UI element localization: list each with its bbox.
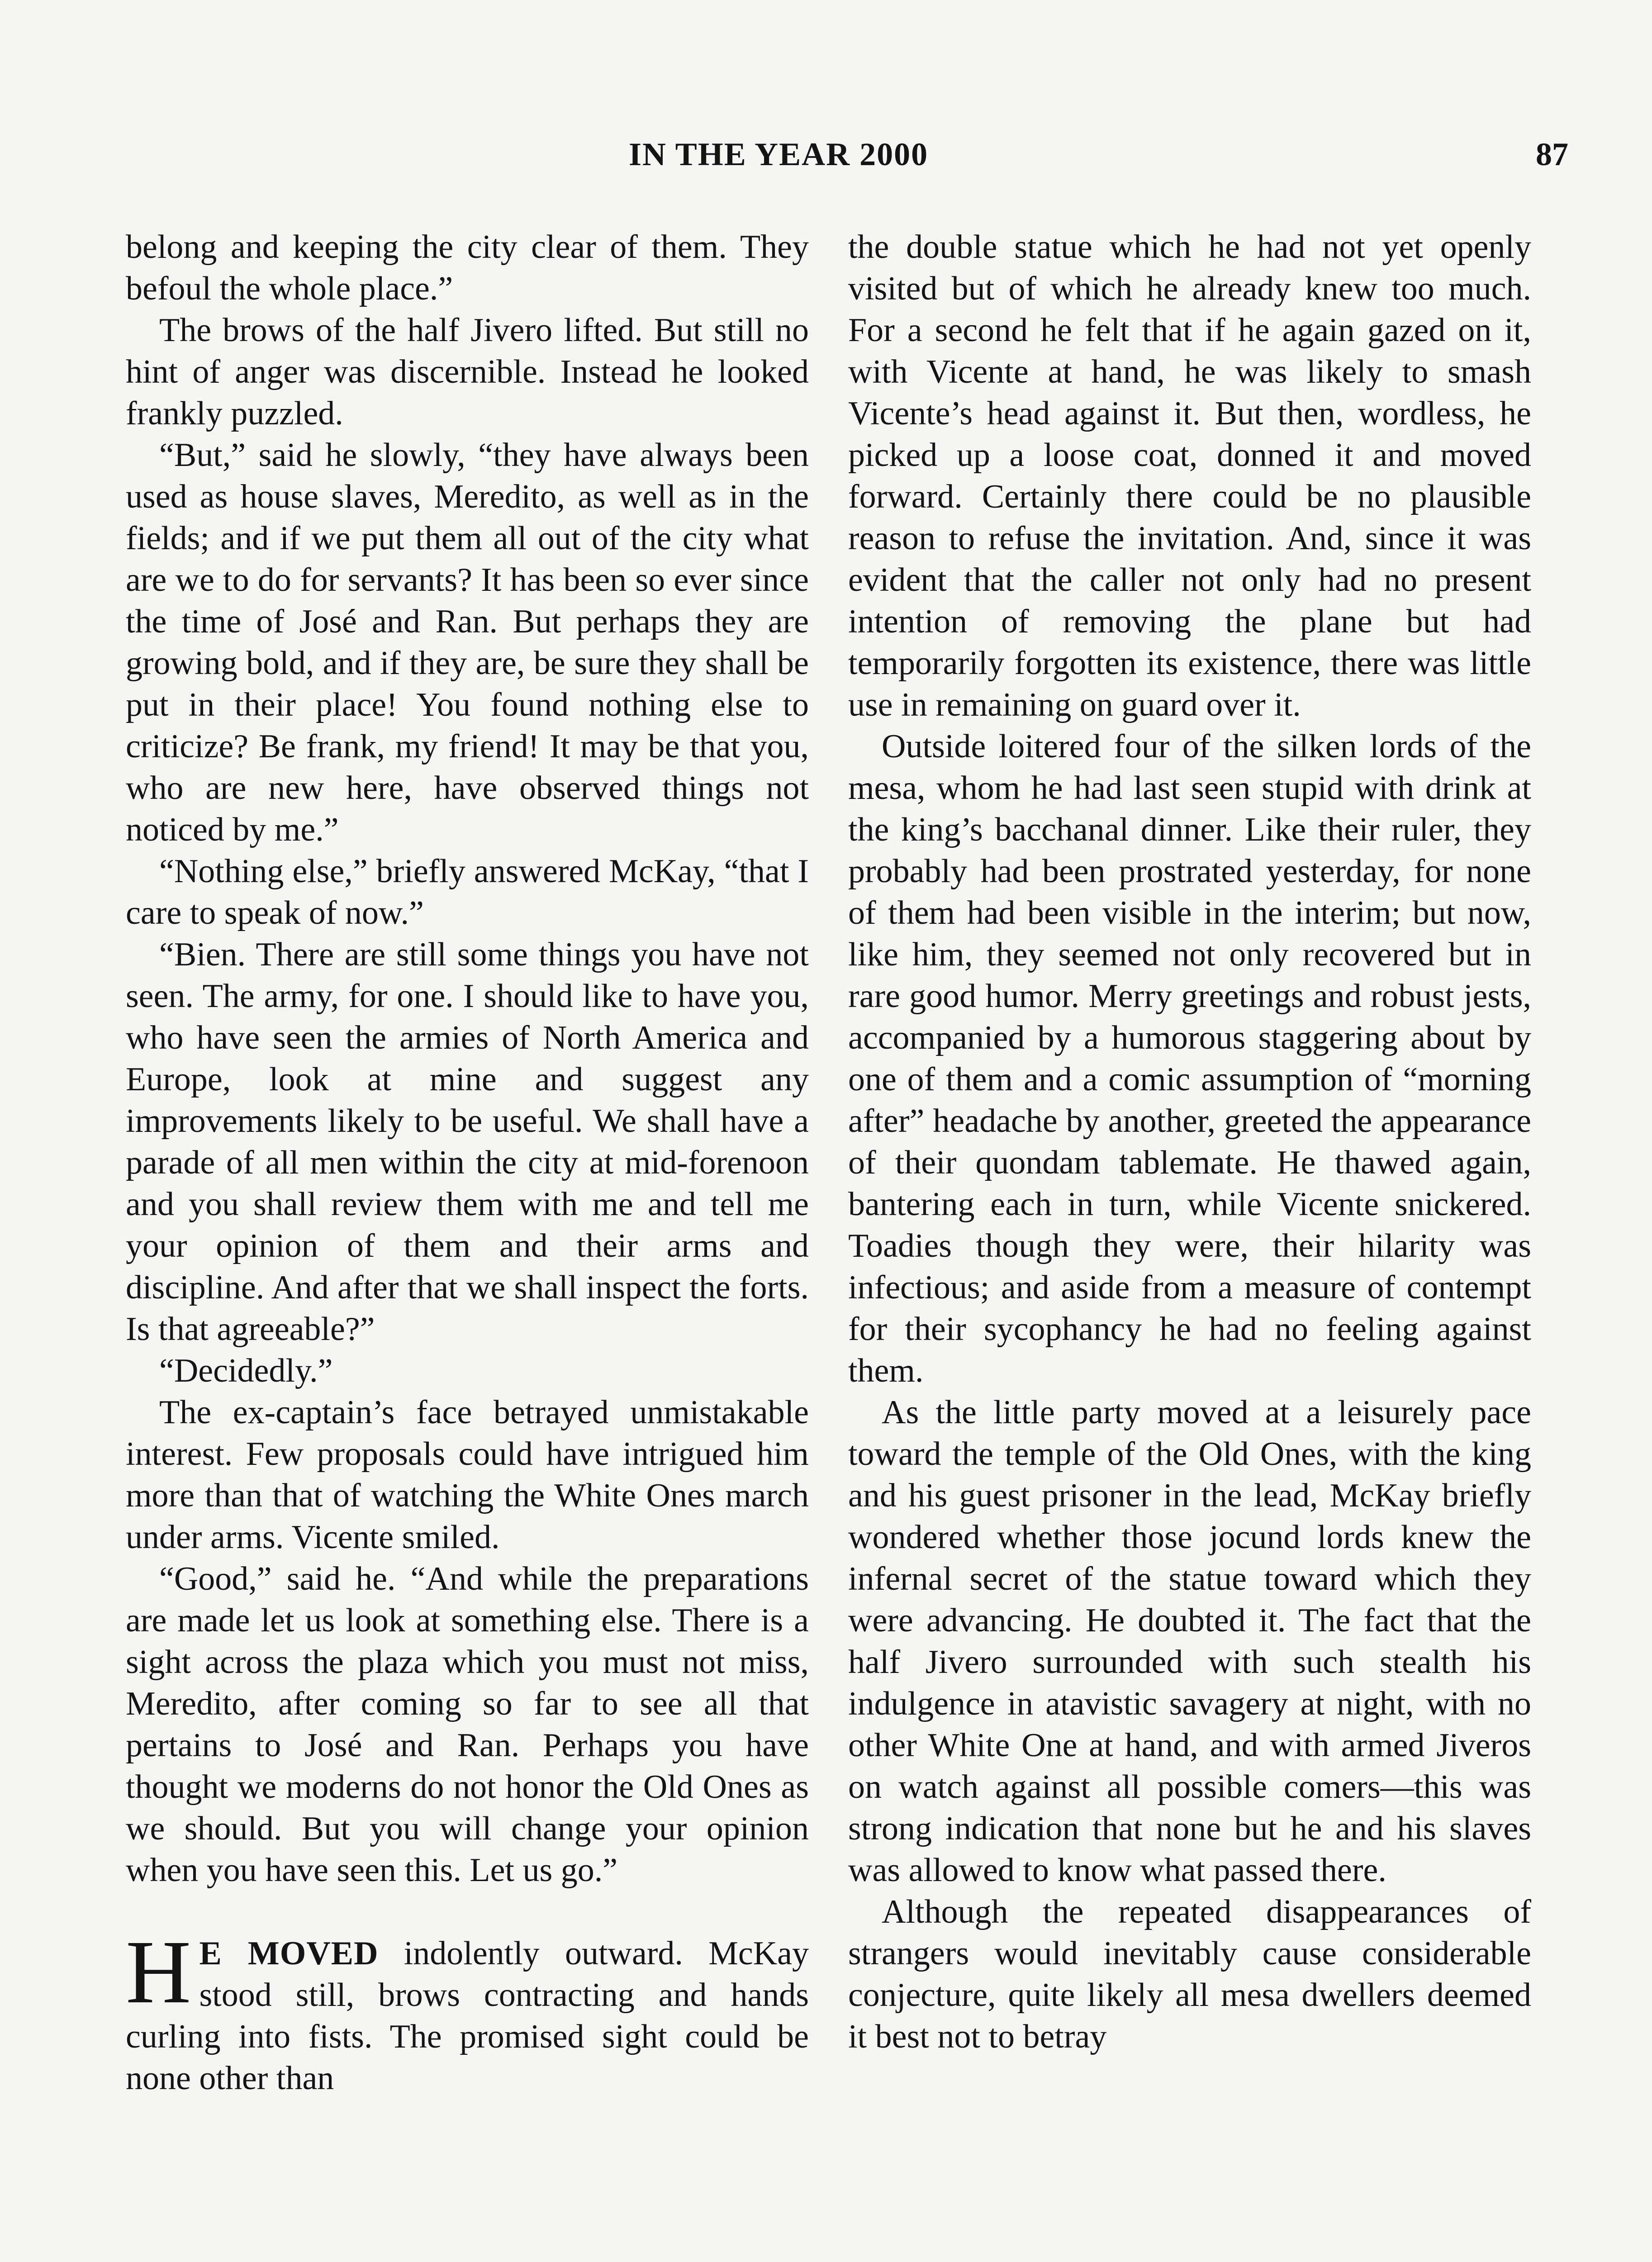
right-column (848, 226, 1531, 2058)
paragraph: the double statue which he had not yet openly visited but of which he already knew too much. For a second he felt that if he again gazed on it, with Vicente at hand, he was likely to smash Vicente’s head against it. But then, wordless, he picked up a loose coat, donned it and moved forward. Certainly there could be no plausible reason to refuse the invitation. And, since it was evident that the caller not only had no present intention of removing the plane but had temporarily forgotten its existence, there was little use in remaining on guard over it. (848, 228, 1531, 723)
paragraph: “Good,” said he. “And while the preparations are made let us look at something else. There is a sight across the plaza which you must not miss, Meredito, after coming so far to see all that pertains to José and Ran. Perhaps you have thought we moderns do not honor the Old Ones as we should. But you will change your opinion when you have seen this. Let us go.” (126, 1560, 809, 1889)
section-break (126, 1891, 809, 1933)
dropcap-text: indolently outward. McKay stood still, brows contracting and hands curling into fists. The promised sight could be none other than (126, 1935, 809, 2097)
paragraph: “But,” said he slowly, “they have always been used as house slaves, Meredito, as well as in the fields; and if we put them all out of the city what are we to do for servants? It has been so ever since the time of José and Ran. But perhaps they are growing bold, and if they are, be sure they shall be put in their place! You found nothing else to criticize? Be frank, my friend! It may be that you, who are new here, have observed things not noticed by me.” (126, 437, 809, 848)
page-number: 87 (1536, 136, 1568, 172)
drop-cap: H (126, 1922, 191, 2022)
paragraph: Although the repeated disappearances of strangers would inevitably cause considerable conjecture, quite likely all mesa dwellers deemed it best not to betray (848, 1893, 1531, 2055)
running-head: IN THE YEAR 2000 (629, 136, 929, 172)
paragraph: The brows of the half Jivero lifted. But still no hint of anger was discernible. Instead he looked frankly puzzled. (126, 312, 809, 432)
left-column (126, 226, 809, 2099)
paragraph: belong and keeping the city clear of them. They befoul the whole place.” (126, 228, 809, 307)
dropcap-paragraph (126, 1922, 809, 2099)
paragraph: Outside loitered four of the silken lords of the mesa, whom he had last seen stupid with drink at the king’s bacchanal dinner. Like their ruler, they probably had been prostrated yesterday, for none of them had been visible in the interim; but now, like him, they seemed not only recovered but in rare good humor. Merry greetings and robust jests, accompanied by a humorous staggering about by one of them and a comic assumption of “morning after” headache by another, greeted the appearance of their quondam tablemate. He thawed again, bantering each in turn, while Vicente snickered. Toadies though they were, their hilarity was infectious; and aside from a measure of contempt for their sycophancy he had no feeling against them. (848, 728, 1531, 1389)
paragraph: “Nothing else,” briefly answered McKay, “that I care to speak of now.” (126, 853, 809, 931)
paragraph: “Decidedly.” (159, 1352, 333, 1389)
paragraph: The ex-captain’s face betrayed unmistakable interest. Few proposals could have intrigued him more than that of watching the White Ones march under arms. Vicente smiled. (126, 1394, 809, 1556)
paragraph: As the little party moved at a leisurely pace toward the temple of the Old Ones, with the king and his guest prisoner in the lead, McKay briefly wondered whether those jocund lords knew the infernal secret of the statue toward which they were advancing. He doubted it. The fact that the half Jivero surrounded with such stealth his indulgence in atavistic savagery at night, with no other White One at hand, and with armed Jiveros on watch against all possible comers—this was strong indication that none but he and his slaves was allowed to know what passed there. (848, 1394, 1531, 1889)
paragraph: “Bien. There are still some things you have not seen. The army, for one. I should like to have you, who have seen the armies of North America and Europe, look at mine and suggest any improvements likely to be useful. We shall have a parade of all men within the city at mid-forenoon and you shall review them with me and tell me your opinion of them and their arms and discipline. And after that we shall inspect the forts. Is that agreeable?” (126, 936, 809, 1348)
dropcap-lead-in: E MOVED (199, 1935, 379, 1972)
